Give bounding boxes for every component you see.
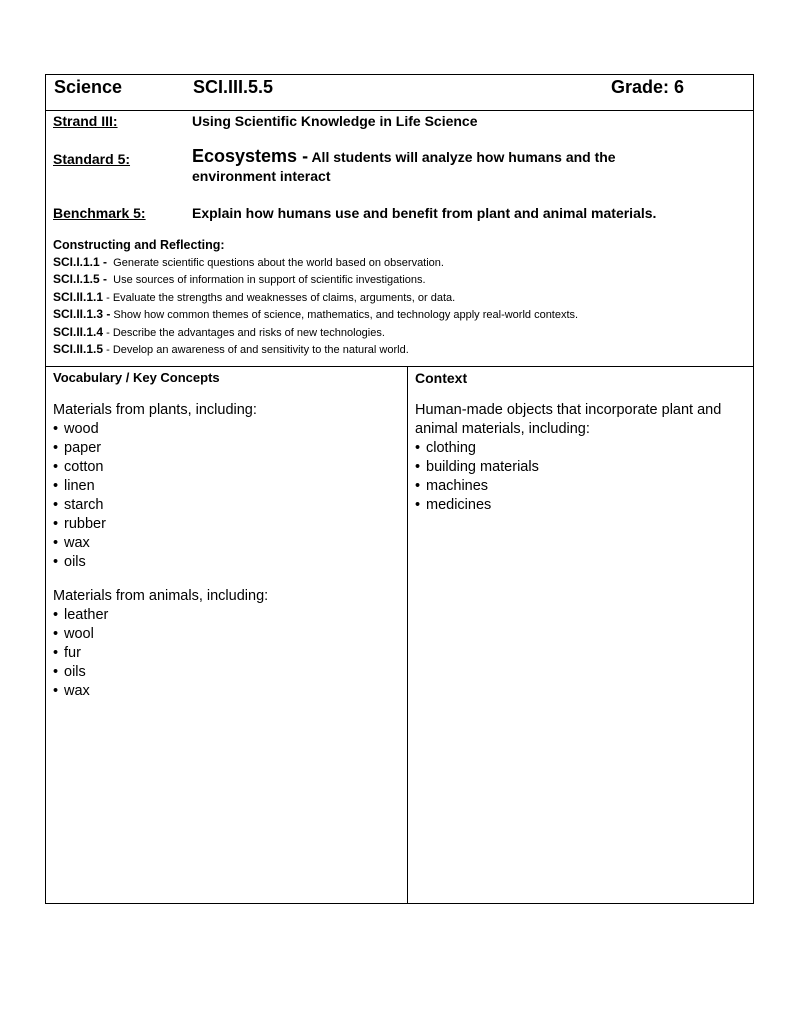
list-item: • leather	[53, 606, 268, 625]
item-text: Use sources of information in support of scientific investigations.	[113, 274, 426, 287]
item-code: SCI.II.1.5	[53, 342, 104, 357]
list-item	[53, 306, 578, 323]
animals-intro: Materials from animals, including:	[53, 588, 269, 604]
plants-intro: Materials from plants, including:	[53, 402, 257, 418]
item-text: Generate scientific questions about the world based on observation.	[113, 257, 444, 269]
strand-label: Strand III:	[53, 113, 118, 129]
standard-text: All students will analyze how humans and the environment interact	[192, 149, 616, 184]
list-item	[53, 289, 578, 306]
benchmark-sheet	[45, 74, 754, 904]
item-code: SCI.I.1.1 -	[53, 255, 108, 269]
benchmark-text: Explain how humans use and benefit from plant and animal materials.	[192, 205, 657, 221]
list-item: • oils	[53, 663, 268, 682]
list-item: • oils	[53, 553, 257, 572]
list-item	[53, 324, 578, 341]
header-row	[46, 75, 753, 111]
list-item	[53, 271, 578, 288]
subject-title: Science	[54, 77, 123, 97]
item-text: - Evaluate the strengths and weaknesses of claims, arguments, or data.	[106, 291, 456, 304]
standard-text-block	[192, 147, 692, 186]
vocabulary-heading: Vocabulary / Key Concepts	[53, 370, 220, 385]
item-code: SCI.I.1.5 -	[53, 272, 108, 287]
standard-label: Standard 5:	[53, 151, 131, 167]
animals-list	[53, 606, 268, 701]
list-item: • machines	[415, 477, 750, 496]
item-text: Show how common themes of science, mathematics, and technology apply real-world contexts.	[113, 309, 579, 322]
list-item	[53, 254, 578, 271]
list-item: • building materials	[415, 458, 750, 477]
grade-label: Grade: 6	[611, 77, 685, 97]
constructing-list	[53, 254, 578, 358]
item-code: SCI.II.1.4	[53, 324, 104, 339]
context-group	[415, 401, 750, 515]
list-item: • wool	[53, 625, 268, 644]
benchmark-code: SCI.III.5.5	[193, 77, 274, 97]
item-code: SCI.II.1.1	[53, 289, 104, 304]
animals-group	[53, 587, 268, 701]
item-text: - Describe the advantages and risks of new technologies.	[106, 326, 385, 339]
list-item: • fur	[53, 644, 268, 663]
list-item: • linen	[53, 477, 257, 496]
context-list	[415, 439, 750, 515]
item-code: SCI.II.1.3 -	[53, 307, 111, 322]
list-item: • wood	[53, 420, 257, 439]
standard-title: Ecosystems -	[192, 146, 309, 166]
context-heading: Context	[415, 370, 468, 386]
list-item: • wax	[53, 534, 257, 553]
list-item: • cotton	[53, 458, 257, 477]
list-item: • starch	[53, 496, 257, 515]
vocabulary-column	[46, 367, 408, 903]
standards-info	[46, 111, 753, 367]
benchmark-label: Benchmark 5:	[53, 205, 146, 221]
list-item: • rubber	[53, 515, 257, 534]
list-item: • wax	[53, 682, 268, 701]
list-item	[53, 341, 578, 358]
list-item: • paper	[53, 439, 257, 458]
list-item: • medicines	[415, 496, 750, 515]
concepts-table	[46, 367, 753, 903]
context-intro: Human-made objects that incorporate plant and animal materials, including:	[415, 402, 722, 437]
item-text: - Develop an awareness of and sensitivity to the natural world.	[106, 344, 409, 357]
context-column	[408, 367, 753, 903]
strand-text: Using Scientific Knowledge in Life Science	[192, 113, 478, 129]
constructing-heading: Constructing and Reflecting:	[53, 238, 225, 252]
plants-group	[53, 401, 257, 572]
plants-list	[53, 420, 257, 572]
list-item: • clothing	[415, 439, 750, 458]
